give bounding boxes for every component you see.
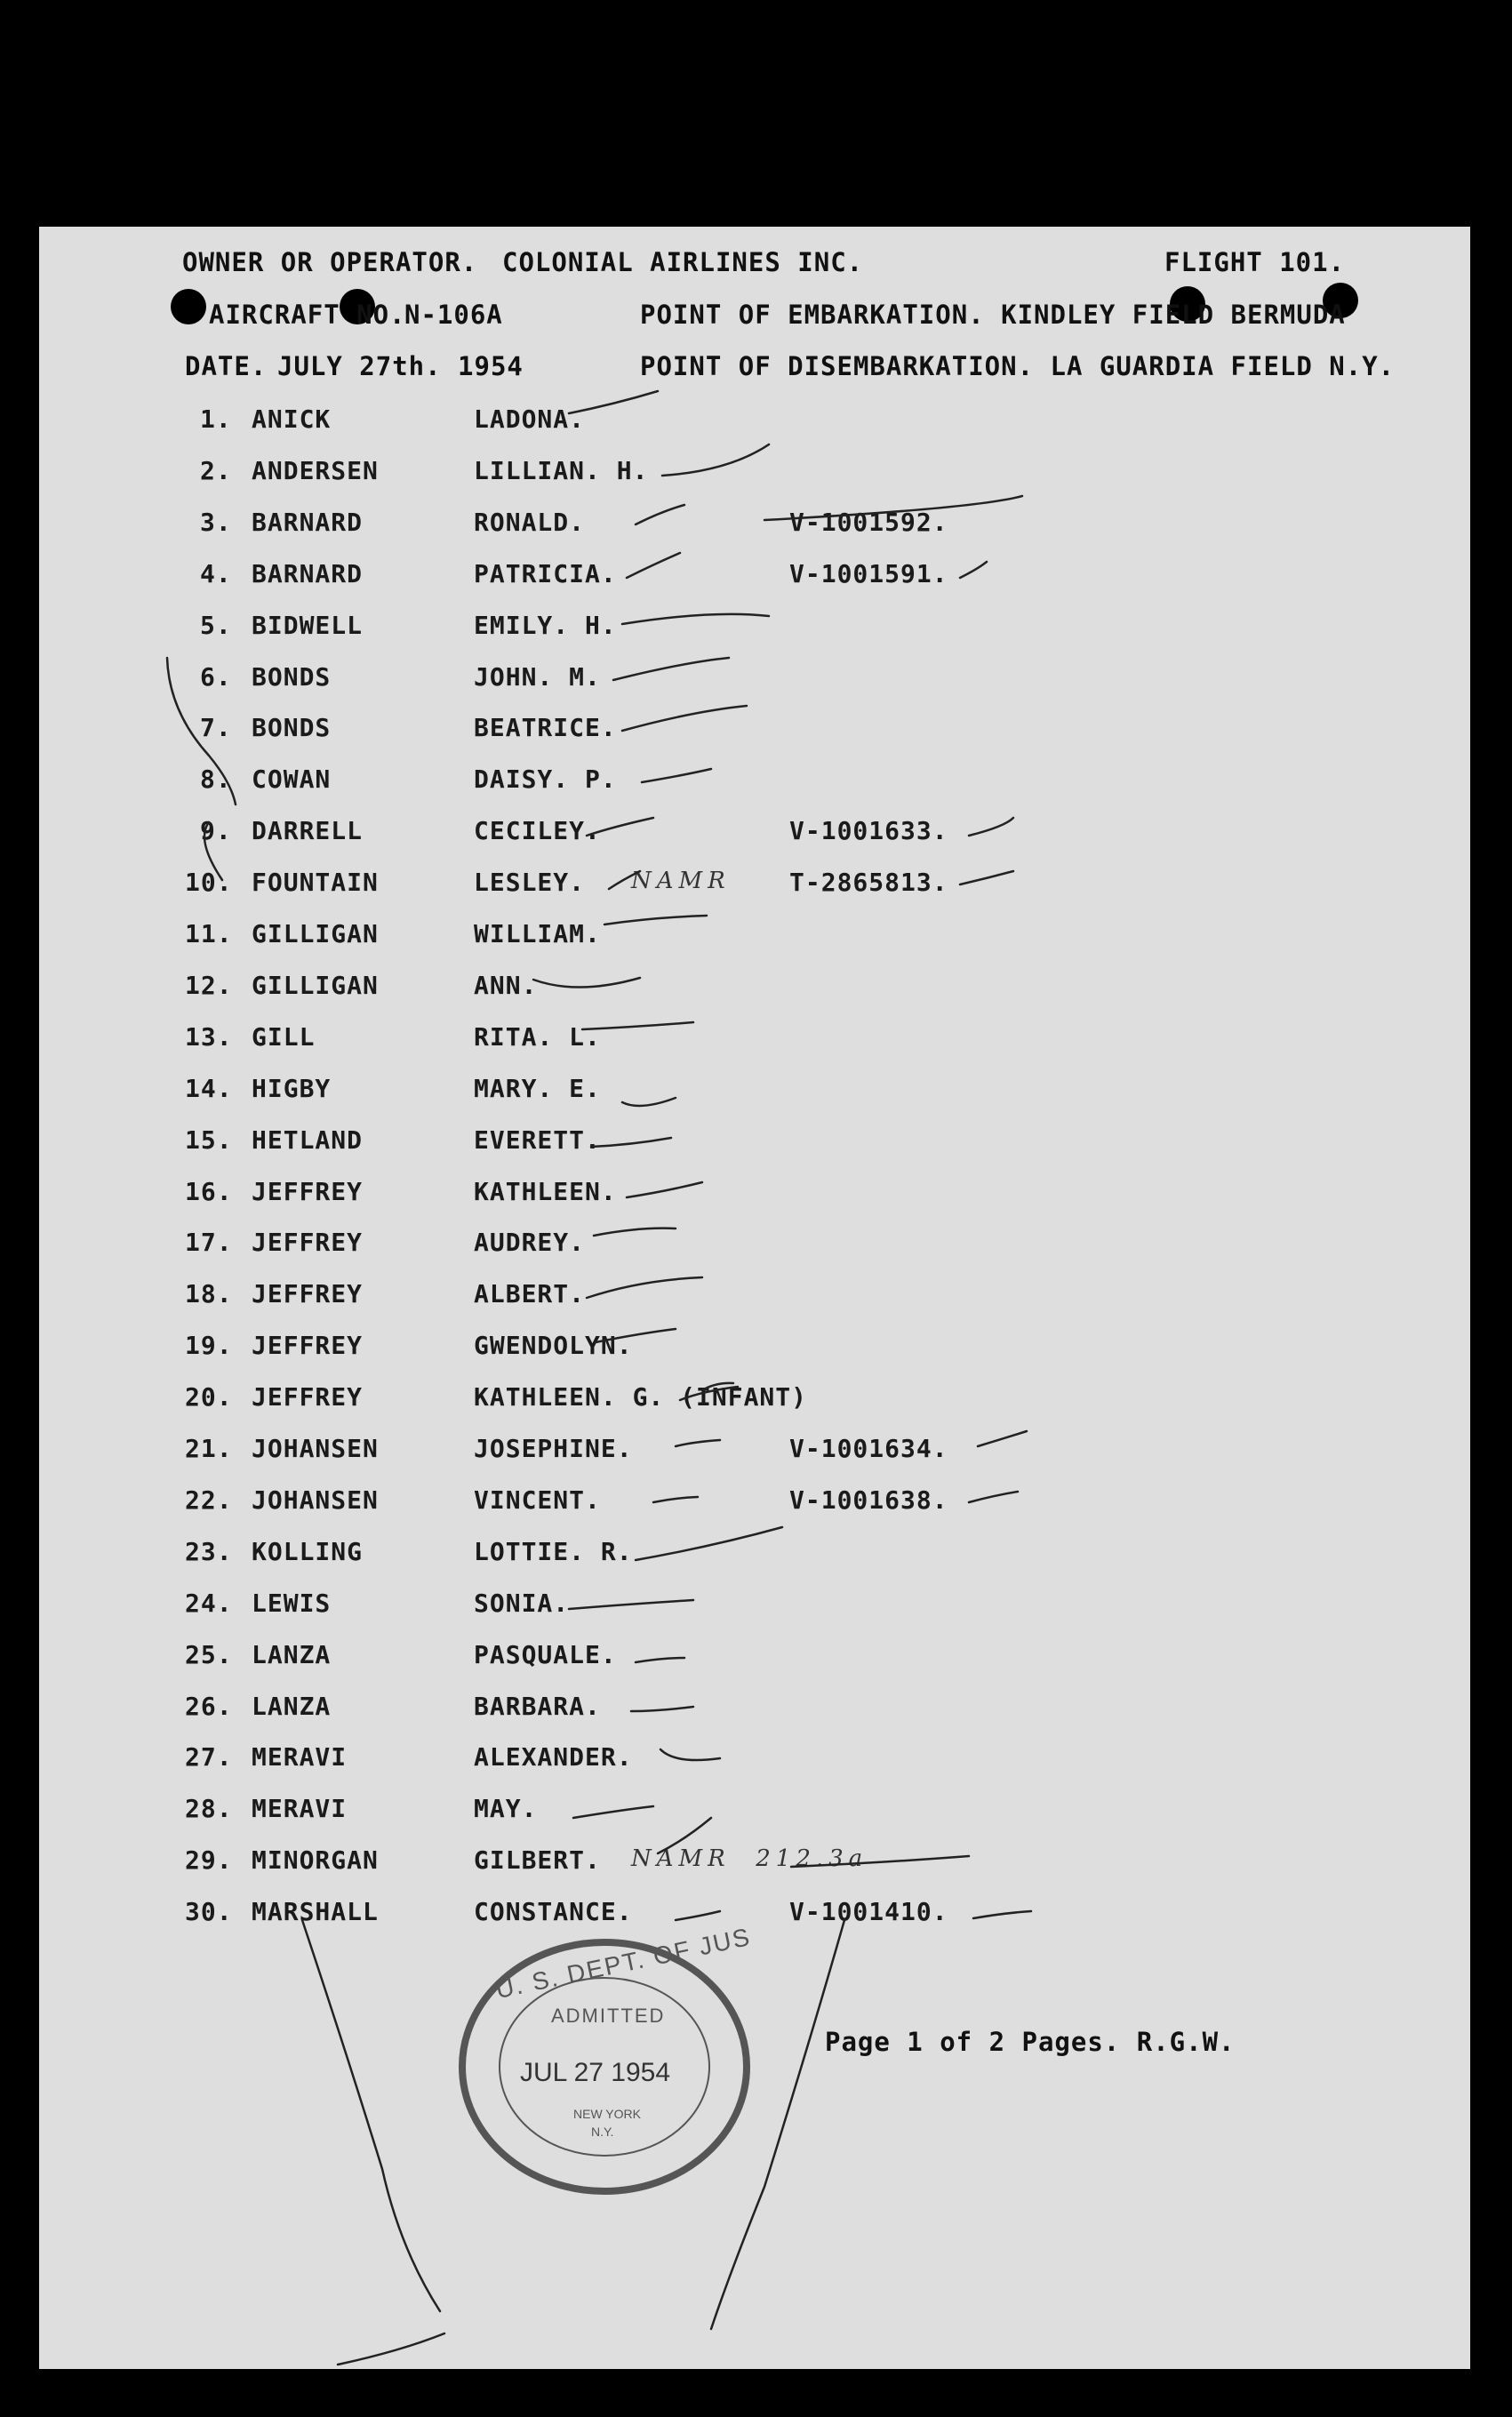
passenger-given-name: KATHLEEN. G. (INFANT) [474, 1382, 808, 1412]
passenger-surname: LANZA [252, 1640, 332, 1669]
passenger-given-name: ALEXANDER. [474, 1742, 633, 1772]
handwritten-note: NAMR 212.3a [631, 1845, 868, 1872]
row-number: 6. [200, 662, 232, 692]
passenger-given-name: PASQUALE. [474, 1640, 617, 1669]
row-number: 24. [185, 1589, 233, 1618]
passenger-given-name: WILLIAM. [474, 919, 601, 948]
passenger-given-name: LESLEY. [474, 868, 586, 897]
passenger-given-name: ANN. [474, 971, 538, 1000]
passenger-surname: KOLLING [252, 1537, 364, 1566]
row-number: 21. [185, 1434, 233, 1463]
passenger-given-name: VINCENT. [474, 1485, 601, 1515]
passenger-given-name: BEATRICE. [474, 713, 617, 742]
passenger-surname: ANDERSEN [252, 456, 379, 485]
passenger-document-number: T-2865813. [789, 868, 948, 897]
passenger-given-name: GILBERT. [474, 1845, 601, 1875]
passenger-surname: LANZA [252, 1692, 332, 1721]
passenger-given-name: SONIA. [474, 1589, 570, 1618]
row-number: 14. [185, 1074, 233, 1103]
passenger-surname: ANICK [252, 404, 332, 434]
passenger-surname: JOHANSEN [252, 1485, 379, 1515]
passenger-surname: MARSHALL [252, 1897, 379, 1926]
passenger-surname: FOUNTAIN [252, 868, 379, 897]
passenger-surname: LEWIS [252, 1589, 332, 1618]
stamp-ring-text: U. S. DEPT. OF JUS [492, 1922, 754, 2005]
passenger-document-number: V-1001591. [789, 559, 948, 588]
passenger-surname: GILLIGAN [252, 919, 379, 948]
passenger-given-name: ALBERT. [474, 1279, 586, 1309]
passenger-given-name: JOHN. M. [474, 662, 601, 692]
passenger-document-number: V-1001634. [789, 1434, 948, 1463]
page-footer: Page 1 of 2 Pages. R.G.W. [825, 2027, 1236, 2057]
passenger-given-name: JOSEPHINE. [474, 1434, 633, 1463]
row-number: 4. [200, 559, 232, 588]
row-number: 10. [185, 868, 233, 897]
row-number: 28. [185, 1794, 233, 1823]
passenger-surname: JEFFREY [252, 1331, 364, 1360]
row-number: 5. [200, 611, 232, 640]
passenger-surname: JEFFREY [252, 1279, 364, 1309]
aircraft-label: AIRCRAFT NO. [209, 300, 406, 330]
date-label: DATE. [185, 351, 268, 381]
passenger-surname: BARNARD [252, 508, 364, 537]
passenger-surname: HIGBY [252, 1074, 332, 1103]
passenger-given-name: PATRICIA. [474, 559, 617, 588]
passenger-given-name: LOTTIE. R. [474, 1537, 633, 1566]
passenger-given-name: LADONA. [474, 404, 586, 434]
row-number: 3. [200, 508, 232, 537]
passenger-given-name: AUDREY. [474, 1228, 586, 1257]
row-number: 29. [185, 1845, 233, 1875]
stamp-admitted: ADMITTED [551, 2005, 666, 2027]
row-number: 19. [185, 1331, 233, 1360]
row-number: 9. [200, 816, 232, 845]
passenger-given-name: KATHLEEN. [474, 1177, 617, 1206]
disembarkation-point: POINT OF DISEMBARKATION. LA GUARDIA FIELD N.Y. [640, 351, 1396, 381]
passenger-document-number: V-1001592. [789, 508, 948, 537]
row-number: 11. [185, 919, 233, 948]
passenger-surname: HETLAND [252, 1125, 364, 1155]
passenger-surname: MERAVI [252, 1742, 348, 1772]
row-number: 17. [185, 1228, 233, 1257]
passenger-surname: MINORGAN [252, 1845, 379, 1875]
row-number: 12. [185, 971, 233, 1000]
passenger-surname: JOHANSEN [252, 1434, 379, 1463]
passenger-surname: COWAN [252, 764, 332, 794]
owner-value: COLONIAL AIRLINES INC. [502, 247, 864, 277]
row-number: 8. [200, 764, 232, 794]
passenger-given-name: RITA. L. [474, 1022, 601, 1052]
row-number: 2. [200, 456, 232, 485]
row-number: 13. [185, 1022, 233, 1052]
passenger-given-name: DAISY. P. [474, 764, 617, 794]
row-number: 20. [185, 1382, 233, 1412]
passenger-surname: BARNARD [252, 559, 364, 588]
passenger-surname: GILLIGAN [252, 971, 379, 1000]
passenger-given-name: CECILEY. [474, 816, 601, 845]
row-number: 7. [200, 713, 232, 742]
row-number: 22. [185, 1485, 233, 1515]
passenger-surname: BONDS [252, 662, 332, 692]
row-number: 1. [200, 404, 232, 434]
flight-number: FLIGHT 101. [1164, 247, 1346, 277]
admission-stamp [458, 1922, 769, 2200]
row-number: 25. [185, 1640, 233, 1669]
passenger-given-name: GWENDOLYN. [474, 1331, 633, 1360]
passenger-document-number: V-1001633. [789, 816, 948, 845]
owner-label: OWNER OR OPERATOR. [182, 247, 478, 277]
embarkation-point: POINT OF EMBARKATION. KINDLEY FIELD BERMUDA [640, 300, 1346, 330]
passenger-given-name: EMILY. H. [474, 611, 617, 640]
passenger-given-name: MAY. [474, 1794, 538, 1823]
passenger-surname: MERAVI [252, 1794, 348, 1823]
passenger-given-name: BARBARA. [474, 1692, 601, 1721]
passenger-surname: JEFFREY [252, 1177, 364, 1206]
stamp-date: JUL 27 1954 [520, 2058, 671, 2087]
row-number: 27. [185, 1742, 233, 1772]
stamp-place-line2: N.Y. [591, 2125, 614, 2139]
row-number: 26. [185, 1692, 233, 1721]
row-number: 16. [185, 1177, 233, 1206]
passenger-surname: GILL [252, 1022, 316, 1052]
stamp-place-line1: NEW YORK [573, 2107, 641, 2121]
passenger-given-name: CONSTANCE. [474, 1897, 633, 1926]
passenger-given-name: MARY. E. [474, 1074, 601, 1103]
handwritten-note: NAMR [631, 868, 731, 894]
passenger-given-name: RONALD. [474, 508, 586, 537]
passenger-surname: DARRELL [252, 816, 364, 845]
aircraft-value: N-106A [404, 300, 503, 330]
passenger-given-name: LILLIAN. H. [474, 456, 649, 485]
passenger-given-name: EVERETT. [474, 1125, 601, 1155]
row-number: 18. [185, 1279, 233, 1309]
passenger-surname: BIDWELL [252, 611, 364, 640]
passenger-document-number: V-1001410. [789, 1897, 948, 1926]
row-number: 15. [185, 1125, 233, 1155]
row-number: 30. [185, 1897, 233, 1926]
passenger-document-number: V-1001638. [789, 1485, 948, 1515]
passenger-surname: BONDS [252, 713, 332, 742]
passenger-surname: JEFFREY [252, 1228, 364, 1257]
date-value: JULY 27th. 1954 [277, 351, 524, 381]
row-number: 23. [185, 1537, 233, 1566]
passenger-surname: JEFFREY [252, 1382, 364, 1412]
